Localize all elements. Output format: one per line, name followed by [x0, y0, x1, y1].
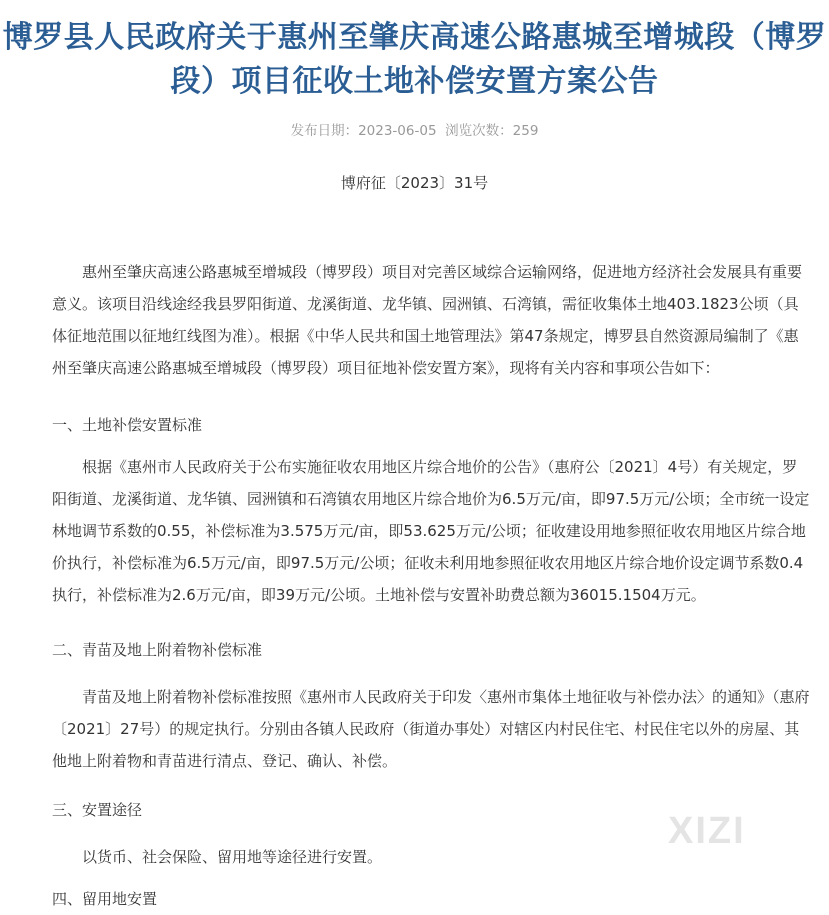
document-number: 博府征〔2023〕31号: [340, 174, 489, 192]
section-paragraph-3: 以货币、社会保险、留用地等途径进行安置。: [82, 848, 383, 866]
view-count: 259: [512, 123, 539, 139]
section-paragraph-1: 根据《惠州市人民政府关于公布实施征收农用地区片综合地价的公告》（惠府公〔2021〕4号）有关规定，罗阳街道、龙溪街道、龙华镇、园洲镇和石湾镇农用地区片综合地价为6.5万元/亩，即97.5万元/公顷；全市统一设定林地调节系数的0.55，补偿标准为3.575万元/亩，即53.625万元/公顷；征收建设用地参照征收农用地区片综合地价执行，补偿标准为6.5万元/亩，即97.5万元/公顷；征收未利用地参照征收农用地区片综合地价设定调节系数0.4执行，补偿标准为2.6万元/亩，即39万元/公顷。土地补偿与安置补助费总额为36015.1504万元。: [52, 458, 810, 604]
article-meta: [0, 120, 829, 142]
section-heading-2: 二、青苗及地上附着物补偿标准: [52, 641, 263, 659]
publish-date-label: 发布日期：: [290, 123, 359, 139]
section-heading-1: 一、土地补偿安置标准: [52, 416, 203, 434]
watermark-logo: XIZI: [668, 810, 746, 852]
page-title: 博罗县人民政府关于惠州至肇庆高速公路惠城至增城段（博罗段）项目征收土地补偿安置方案公告: [2, 20, 827, 99]
publish-date: 2023-06-05: [358, 123, 437, 139]
section-paragraph-2: 青苗及地上附着物补偿标准按照《惠州市人民政府关于印发〈惠州市集体土地征收与补偿办法〉的通知》（惠府〔2021〕27号）的规定执行。分别由各镇人民政府（街道办事处）对辖区内村民住宅、村民住宅以外的房屋、其他地上附着物和青苗进行清点、登记、确认、补偿。: [52, 688, 810, 770]
section-heading-4: 四、留用地安置: [52, 890, 158, 908]
intro-paragraph: 惠州至肇庆高速公路惠城至增城段（博罗段）项目对完善区域综合运输网络，促进地方经济社会发展具有重要意义。该项目沿线途经我县罗阳街道、龙溪街道、龙华镇、园洲镇、石湾镇，需征收集体土地403.1823公顷（具体征地范围以征地红线图为准）。根据《中华人民共和国土地管理法》第47条规定，博罗县自然资源局编制了《惠州至肇庆高速公路惠城至增城段（博罗段）项目征地补偿安置方案》，现将有关内容和事项公告如下：: [52, 263, 803, 377]
views-label: 浏览次数：: [445, 123, 513, 139]
section-heading-3: 三、安置途径: [52, 801, 143, 819]
